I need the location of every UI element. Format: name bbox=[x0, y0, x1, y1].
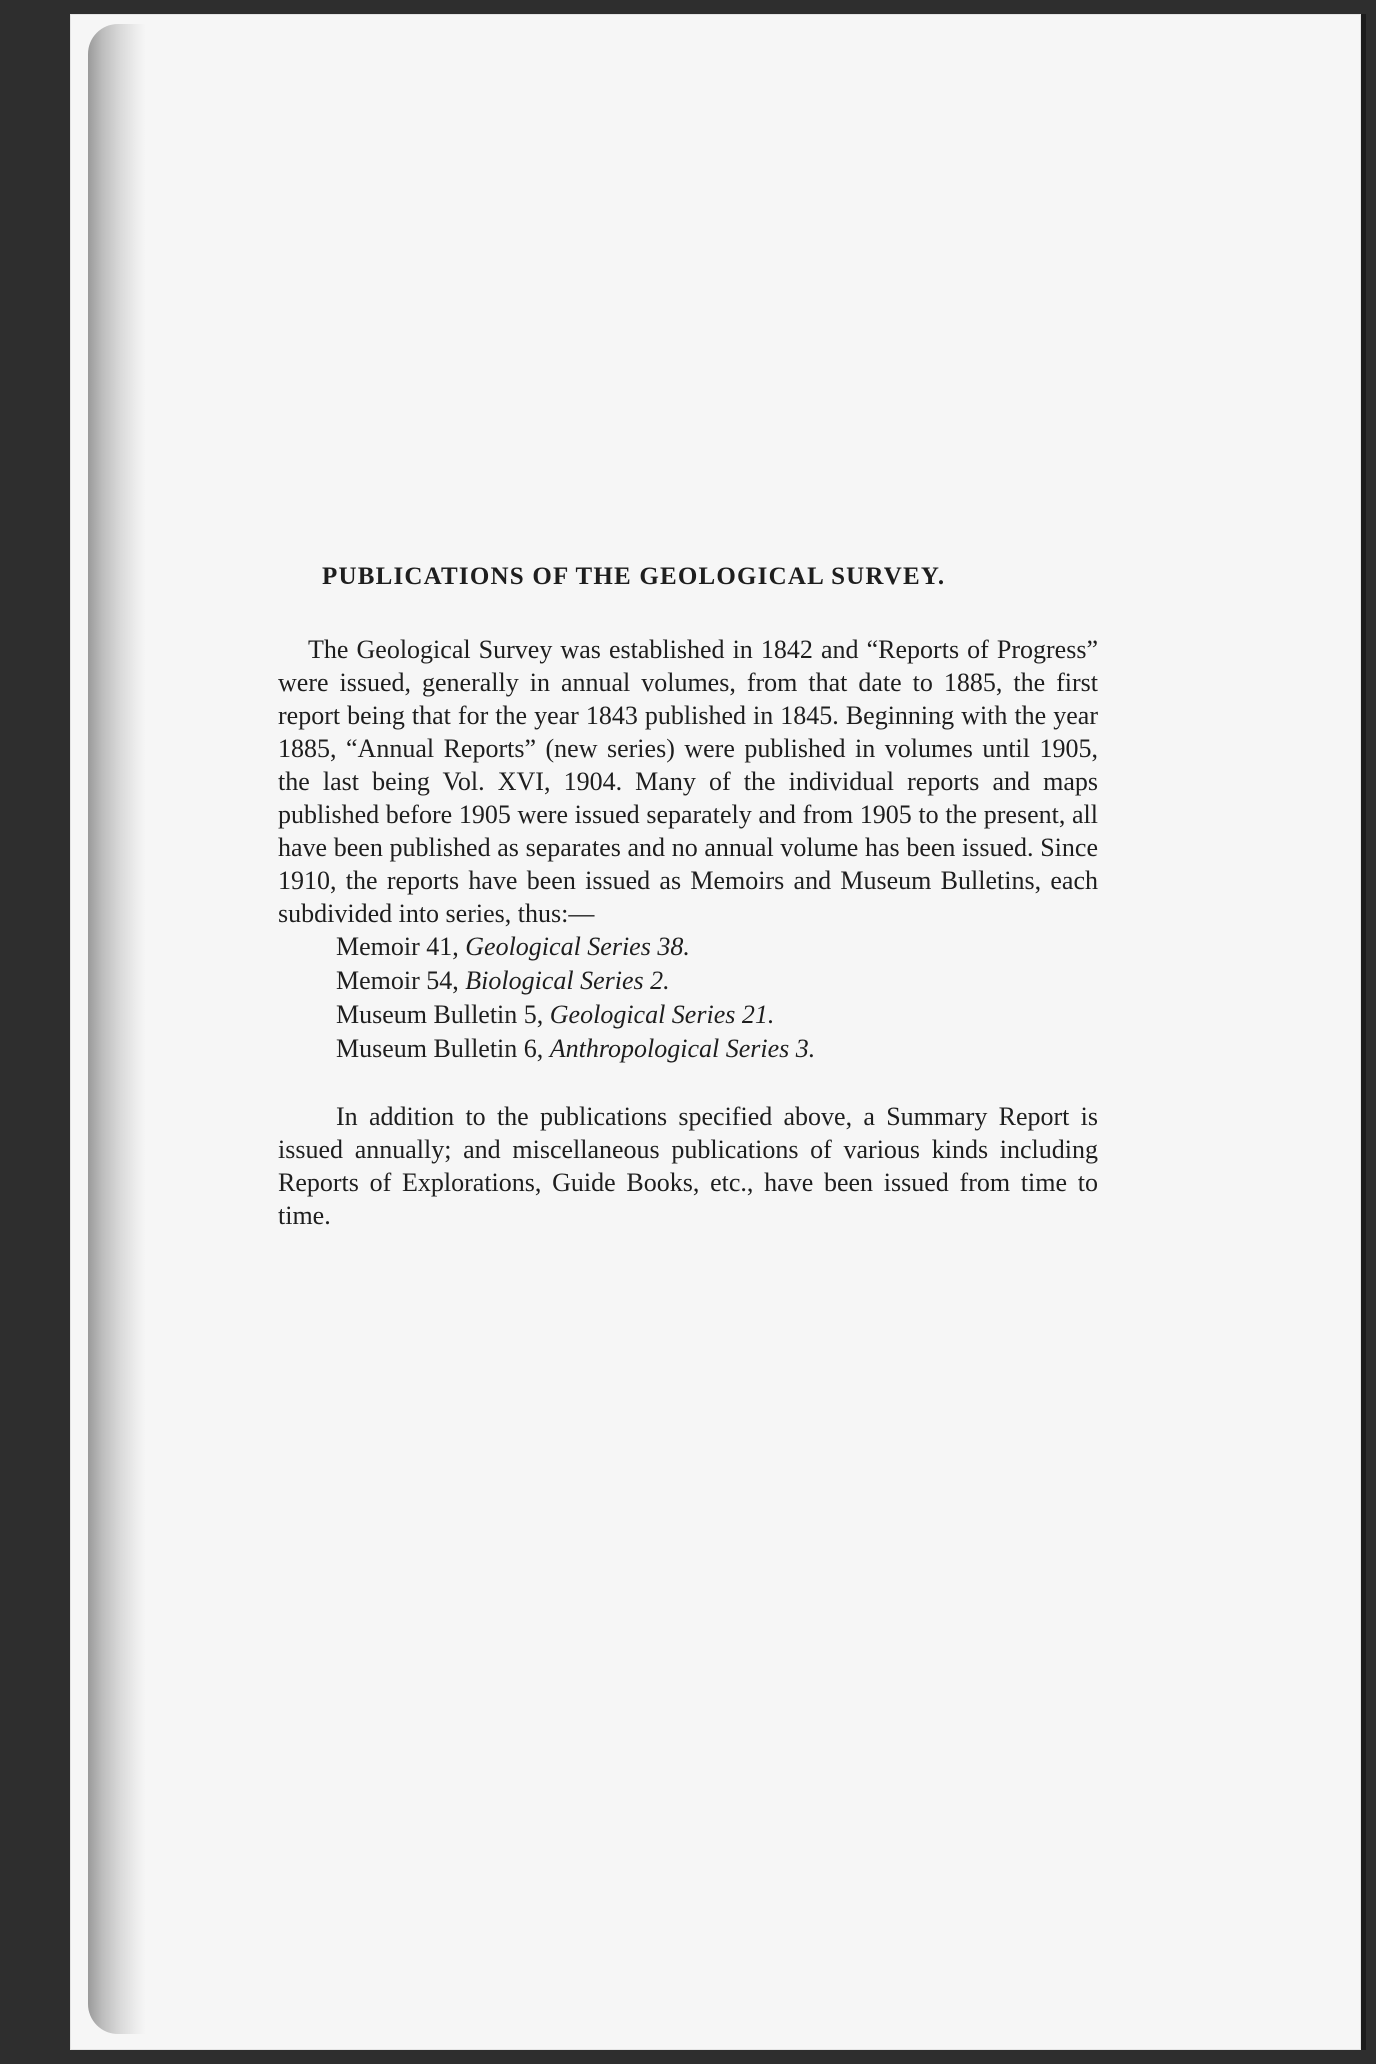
page-right-edge bbox=[1361, 14, 1366, 2050]
paragraph-history: The Geological Survey was established in 1842 and “Reports of Progress” were issued, generally in annual volumes, from that date to 1885, the first report being that for the year 1843 published in 1845. Beginning with the year 1885, “Annual Reports” (new series) were published in volumes until 1905, the last being Vol. XVI, 1904. Many of the individual reports and maps published before 1905 were issued separately and from 1905 to the present, all have been published as separates and no annual volume has been issued. Since 1910, the reports have been issued as Memoirs and Museum Bulletins, each subdivided into series, thus:— bbox=[278, 635, 1098, 928]
series-example-prefix: Museum Bulletin 5, bbox=[336, 1000, 550, 1029]
series-example-name: Anthropological Series 3. bbox=[549, 1034, 816, 1063]
series-example-name: Geological Series 38. bbox=[465, 932, 690, 961]
series-example-item bbox=[336, 998, 1098, 1032]
series-example-item bbox=[336, 930, 1098, 964]
page-heading: PUBLICATIONS OF THE GEOLOGICAL SURVEY. bbox=[322, 563, 946, 590]
series-example-item bbox=[336, 964, 1098, 998]
series-example-name: Biological Series 2. bbox=[465, 966, 670, 995]
paragraph-summary: In addition to the publications specified above, a Summary Report is issued annually; and miscellaneous publications of various kinds including Reports of Explorations, Guide Books, etc., have been issued from time to time. bbox=[278, 1102, 1098, 1230]
page-gutter-shadow bbox=[88, 24, 146, 2034]
series-example-prefix: Memoir 54, bbox=[336, 966, 466, 995]
series-example-prefix: Memoir 41, bbox=[336, 932, 466, 961]
text-block bbox=[278, 560, 1098, 1232]
series-example-item bbox=[336, 1032, 1098, 1066]
series-example-name: Geological Series 21. bbox=[549, 1000, 775, 1029]
series-examples-list bbox=[278, 930, 1098, 1066]
series-example-prefix: Museum Bulletin 6, bbox=[336, 1034, 550, 1063]
